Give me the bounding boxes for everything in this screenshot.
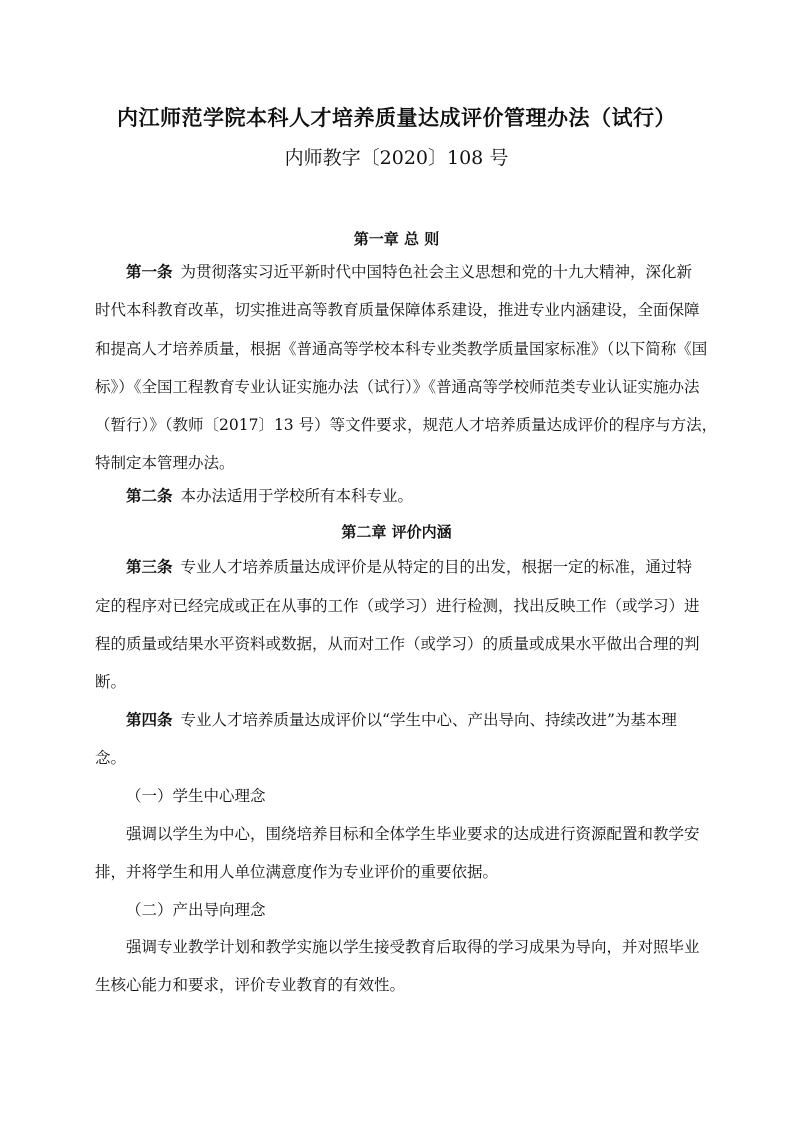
article-1-line-2: 时代本科教育改革，切实推进高等教育质量保障体系建设，推进专业内涵建设，全面保障	[95, 301, 700, 319]
item-2-title: （二）产出导向理念	[126, 901, 266, 919]
chapter-2-heading: 第二章 评价内涵	[341, 523, 452, 541]
item-1-title: （一）学生中心理念	[126, 787, 266, 805]
article-1-line-5: （暂行）》（教师〔2017〕13 号）等文件要求，规范人才培养质量达成评价的程序与方法，	[95, 416, 718, 434]
article-3-line-1	[126, 557, 746, 577]
item-2-line-1: 强调专业教学计划和教学实施以学生接受教育后取得的学习成果为导向，并对照毕业	[126, 938, 700, 956]
article-4-line-2: 念。	[95, 749, 127, 767]
article-2-label: 第二条	[126, 486, 173, 505]
article-3-line-3: 程的质量或结果水平资料或数据，从而对工作（或学习）的质量或成果水平做出合理的判	[95, 635, 700, 653]
article-1-line-3: 和提高人才培养质量，根据《普通高等学校本科专业类教学质量国家标准》（以下简称《国	[95, 340, 708, 358]
article-2-line	[126, 486, 746, 506]
article-1-line-6: 特制定本管理办法。	[95, 454, 235, 472]
article-4-line-1	[126, 710, 746, 730]
article-1-line-1	[126, 262, 746, 282]
item-1-line-2: 排，并将学生和用人单位满意度作为专业评价的重要依据。	[95, 863, 499, 881]
article-3-label: 第三条	[126, 557, 173, 576]
article-4-label: 第四条	[126, 710, 173, 729]
item-2-line-2: 生核心能力和要求，评价专业教育的有效性。	[95, 976, 406, 994]
article-1-label: 第一条	[126, 262, 173, 281]
article-3-line-2: 定的程序对已经完成或正在从事的工作（或学习）进行检测，找出反映工作（或学习）进	[95, 597, 700, 615]
chapter-1-heading: 第一章 总 则	[353, 230, 440, 248]
article-2-text: 本办法适用于学校所有本科专业。	[180, 487, 414, 505]
article-4-text: 专业人才培养质量达成评价以“学生中心、产出导向、持续改进”为基本理	[180, 711, 677, 729]
article-3-line-4: 断。	[95, 673, 127, 691]
document-title: 内江师范学院本科人才培养质量达成评价管理办法（试行）	[117, 105, 676, 130]
document-number: 内师教字〔2020〕108 号	[284, 147, 509, 169]
item-1-line-1: 强调以学生为中心，围绕培养目标和全体学生毕业要求的达成进行资源配置和教学安	[126, 825, 700, 843]
article-1-line-4: 标》）《全国工程教育专业认证实施办法（试行）》《普通高等学校师范类专业认证实施办法	[95, 378, 700, 396]
article-1-text: 为贯彻落实习近平新时代中国特色社会主义思想和党的十九大精神，深化新	[180, 263, 693, 281]
article-3-text: 专业人才培养质量达成评价是从特定的目的出发，根据一定的标准，通过特	[180, 558, 693, 576]
